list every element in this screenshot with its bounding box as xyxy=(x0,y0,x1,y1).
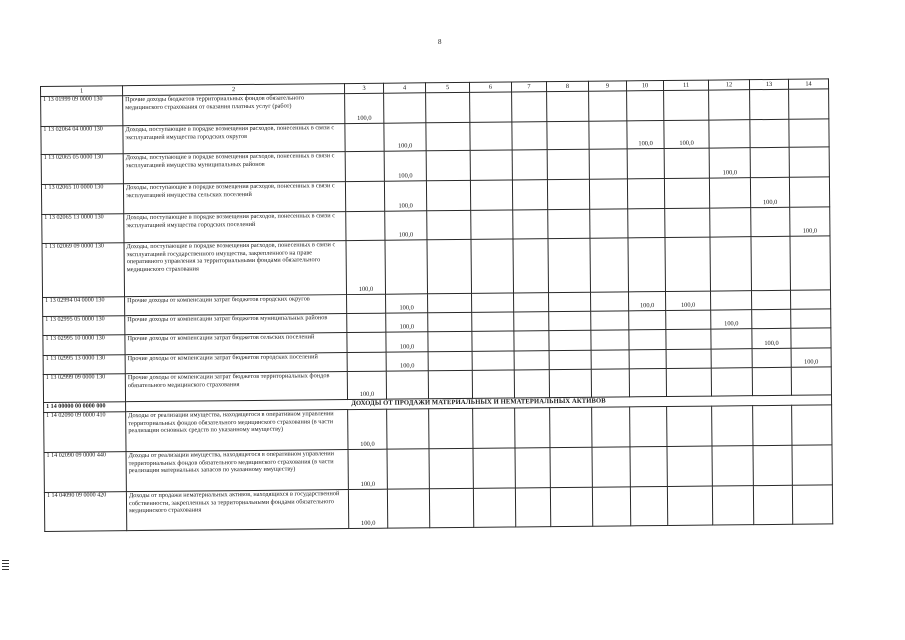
value-cell-col-5 xyxy=(427,210,471,239)
value-cell-col-8 xyxy=(548,209,590,238)
value-cell-col-6 xyxy=(472,351,514,370)
value-cell-col-13 xyxy=(753,445,792,485)
value-cell-col-10 xyxy=(627,91,664,121)
value-cell-col-5 xyxy=(426,150,470,180)
value-cell-col-10 xyxy=(630,446,667,486)
income-name: Доходы, поступающие в порядке возмещения расходов, понесенных в связи с эксплуатацией имущества муниципальных районов xyxy=(123,152,345,184)
value-cell-col-11 xyxy=(666,368,711,396)
value-cell-col-6 xyxy=(471,239,514,293)
value-cell-col-4 xyxy=(387,409,429,449)
value-cell-col-5 xyxy=(429,408,473,448)
column-header-2: 2 xyxy=(123,84,345,96)
income-code: 1 13 01999 09 0000 130 xyxy=(41,96,123,127)
value-cell-col-4: 100,0 xyxy=(386,332,428,352)
value-cell-col-3 xyxy=(345,181,384,211)
value-cell-col-7 xyxy=(515,408,550,448)
value-cell-col-12 xyxy=(711,329,752,349)
income-name: Доходы, поступающие в порядке возмещения расходов, понесенных в связи с эксплуатацией имущества сельских поселений xyxy=(123,182,345,214)
value-cell-col-9 xyxy=(591,350,629,369)
value-cell-col-10: 100,0 xyxy=(629,292,666,311)
value-cell-col-10 xyxy=(629,330,666,350)
value-cell-col-4 xyxy=(387,489,429,528)
value-cell-col-5 xyxy=(428,312,472,331)
table-row xyxy=(42,236,830,298)
column-header-8: 8 xyxy=(546,81,588,91)
value-cell-col-14 xyxy=(792,485,832,524)
value-cell-col-3 xyxy=(347,294,386,313)
value-cell-col-12 xyxy=(712,486,753,525)
value-cell-col-14 xyxy=(789,177,829,207)
value-cell-col-4 xyxy=(387,449,429,489)
value-cell-col-5 xyxy=(426,92,470,122)
income-name: Прочие доходы от компенсации затрат бюджетов городских округов xyxy=(125,295,347,316)
value-cell-col-3 xyxy=(347,332,386,352)
value-cell-col-7 xyxy=(512,180,547,210)
income-code: 1 13 02995 13 0000 130 xyxy=(43,355,125,375)
column-header-3: 3 xyxy=(344,83,383,93)
value-cell-col-9 xyxy=(592,407,630,447)
value-cell-col-12 xyxy=(709,178,750,208)
value-cell-col-11 xyxy=(666,329,711,349)
value-cell-col-11 xyxy=(666,349,711,368)
value-cell-col-10 xyxy=(629,350,666,369)
value-cell-col-4: 100,0 xyxy=(386,352,428,371)
value-cell-col-6 xyxy=(470,180,512,210)
value-cell-col-14 xyxy=(792,445,832,485)
value-cell-col-6 xyxy=(470,92,512,122)
value-cell-col-3: 100,0 xyxy=(348,409,387,449)
income-code: 1 13 02994 04 0000 130 xyxy=(43,297,125,317)
column-header-14: 14 xyxy=(788,79,828,89)
column-header-1: 1 xyxy=(41,86,123,97)
value-cell-col-9 xyxy=(591,369,629,397)
value-cell-col-9 xyxy=(589,149,627,179)
value-cell-col-4: 100,0 xyxy=(384,123,426,151)
income-name: Доходы от реализации имущества, находящегося в оперативном управлении территориальных фондов обязательного медицинского страхования (в части реализации материальных запасов по указанному имуществу) xyxy=(126,450,348,492)
value-cell-col-3 xyxy=(345,123,384,151)
value-cell-col-12 xyxy=(709,90,750,120)
income-code: 1 13 02069 09 0000 130 xyxy=(42,243,125,298)
value-cell-col-3: 100,0 xyxy=(348,449,387,489)
column-header-13: 13 xyxy=(749,79,788,89)
value-cell-col-12 xyxy=(709,120,750,148)
value-cell-col-14: 100,0 xyxy=(791,348,831,367)
value-cell-col-9 xyxy=(592,487,630,526)
value-cell-col-8 xyxy=(549,311,591,330)
income-name: Прочие доходы бюджетов территориальных фондов обязательного медицинского страхования от оказания платных услуг (работ) xyxy=(123,94,345,126)
income-table-sheet xyxy=(40,78,833,532)
value-cell-col-14: 100,0 xyxy=(790,207,830,236)
value-cell-col-5 xyxy=(426,180,470,210)
value-cell-col-13 xyxy=(752,367,791,395)
value-cell-col-7 xyxy=(514,312,549,331)
value-cell-col-8 xyxy=(548,238,591,292)
value-cell-col-5 xyxy=(428,351,472,370)
value-cell-col-13 xyxy=(751,236,791,290)
value-cell-col-14 xyxy=(791,328,831,348)
value-cell-col-3: 100,0 xyxy=(346,240,386,294)
value-cell-col-4: 100,0 xyxy=(386,313,428,332)
value-cell-col-12 xyxy=(712,406,753,446)
value-cell-col-7 xyxy=(515,488,550,527)
value-cell-col-14 xyxy=(792,405,832,445)
income-name: Прочие доходы от компенсации затрат бюджетов городских поселений xyxy=(125,353,347,374)
value-cell-col-8 xyxy=(549,350,591,369)
value-cell-col-7 xyxy=(514,293,549,312)
value-cell-col-8 xyxy=(549,369,591,397)
value-cell-col-7 xyxy=(512,122,547,150)
value-cell-col-9 xyxy=(589,91,627,121)
value-cell-col-7 xyxy=(512,92,547,122)
value-cell-col-10 xyxy=(629,369,666,397)
value-cell-col-10 xyxy=(629,311,666,330)
value-cell-col-4 xyxy=(386,371,428,399)
value-cell-col-11 xyxy=(665,237,711,291)
income-code: 1 13 02999 09 0000 130 xyxy=(43,374,125,403)
value-cell-col-13 xyxy=(752,309,791,328)
income-code: 1 13 02065 13 0000 130 xyxy=(42,214,124,244)
value-cell-col-6 xyxy=(470,122,512,150)
value-cell-col-10 xyxy=(627,179,664,209)
value-cell-col-14 xyxy=(790,290,830,309)
value-cell-col-13 xyxy=(753,485,792,524)
value-cell-col-5 xyxy=(429,488,473,527)
value-cell-col-13 xyxy=(750,147,789,177)
value-cell-col-11 xyxy=(665,208,710,237)
value-cell-col-3: 100,0 xyxy=(345,93,384,123)
income-code: 1 14 04090 09 0000 420 xyxy=(44,492,126,532)
value-cell-col-12 xyxy=(710,237,752,291)
value-cell-col-11 xyxy=(667,406,712,446)
value-cell-col-10 xyxy=(630,406,667,446)
value-cell-col-5 xyxy=(426,122,470,150)
page-number: 8 xyxy=(438,38,442,46)
value-cell-col-6 xyxy=(471,210,513,239)
value-cell-col-4 xyxy=(385,240,428,294)
value-cell-col-11 xyxy=(666,310,711,329)
value-cell-col-7 xyxy=(514,370,549,398)
value-cell-col-10 xyxy=(630,486,667,525)
column-header-11: 11 xyxy=(663,80,708,90)
value-cell-col-14 xyxy=(789,147,829,177)
column-header-4: 4 xyxy=(383,83,425,93)
value-cell-col-8 xyxy=(549,330,591,350)
value-cell-col-9 xyxy=(589,179,627,209)
column-header-10: 10 xyxy=(626,81,663,91)
value-cell-col-9 xyxy=(591,330,629,350)
value-cell-col-3: 100,0 xyxy=(347,371,386,399)
value-cell-col-6 xyxy=(473,408,515,448)
value-cell-col-6 xyxy=(472,312,514,331)
value-cell-col-8 xyxy=(547,179,589,209)
value-cell-col-13 xyxy=(750,89,789,119)
value-cell-col-9 xyxy=(591,292,629,311)
value-cell-col-4: 100,0 xyxy=(386,294,428,313)
table-row xyxy=(44,485,832,532)
section-title: ДОХОДЫ ОТ ПРОДАЖИ МАТЕРИАЛЬНЫХ И НЕМАТЕРИАЛЬНЫХ АКТИВОВ xyxy=(126,395,832,412)
value-cell-col-13 xyxy=(750,119,789,147)
value-cell-col-3 xyxy=(345,151,384,181)
value-cell-col-3: 100,0 xyxy=(348,489,387,528)
value-cell-col-11 xyxy=(664,178,709,208)
income-classification-table xyxy=(40,78,833,532)
value-cell-col-5 xyxy=(428,370,472,398)
value-cell-col-4: 100,0 xyxy=(385,211,427,240)
value-cell-col-12 xyxy=(712,446,753,486)
income-code: 1 13 02064 04 0000 130 xyxy=(41,126,123,155)
income-name: Прочие доходы от компенсации затрат бюджетов территориальных фондов обязательного медицинского страхования xyxy=(125,372,347,402)
table-body xyxy=(41,89,833,532)
value-cell-col-10 xyxy=(628,238,666,292)
column-header-6: 6 xyxy=(469,82,511,92)
section-code: 1 14 00000 00 0000 000 xyxy=(44,402,126,413)
value-cell-col-14 xyxy=(789,89,829,119)
income-name: Доходы от реализации имущества, находящегося в оперативном управлении территориальных фондов обязательного медицинского страхования (в части реализации основных средств по указанному имуществу) xyxy=(126,410,348,452)
column-header-5: 5 xyxy=(425,82,469,92)
value-cell-col-5 xyxy=(428,293,472,312)
value-cell-col-9 xyxy=(591,311,629,330)
value-cell-col-6 xyxy=(472,331,514,351)
value-cell-col-9 xyxy=(589,121,627,149)
value-cell-col-5 xyxy=(428,331,472,351)
income-name: Доходы от продажи нематериальных активов, находящихся в государственной собственности, закрепленных за территориальными фондами обязательного медицинского страхования xyxy=(126,490,348,531)
value-cell-col-4: 100,0 xyxy=(384,181,426,211)
value-cell-col-6 xyxy=(472,370,514,398)
value-cell-col-13 xyxy=(751,290,790,309)
income-name: Прочие доходы от компенсации затрат бюджетов муниципальных районов xyxy=(125,314,347,335)
value-cell-col-13 xyxy=(751,207,790,236)
income-code: 1 14 02090 09 0000 440 xyxy=(44,452,126,493)
value-cell-col-5 xyxy=(429,448,473,488)
value-cell-col-11 xyxy=(664,148,709,178)
value-cell-col-3 xyxy=(346,211,385,240)
value-cell-col-8 xyxy=(547,121,589,149)
column-header-9: 9 xyxy=(588,81,626,91)
value-cell-col-9 xyxy=(590,209,628,238)
income-code: 1 13 02065 10 0000 130 xyxy=(41,184,123,215)
income-name: Доходы, поступающие в порядке возмещения расходов, понесенных в связи с эксплуатацией имущества городских округов xyxy=(123,124,345,154)
value-cell-col-11 xyxy=(664,90,709,120)
value-cell-col-6 xyxy=(473,488,515,527)
income-code: 1 13 02995 05 0000 130 xyxy=(43,316,125,336)
value-cell-col-4 xyxy=(384,93,426,123)
income-name: Прочие доходы от компенсации затрат бюджетов сельских поселений xyxy=(125,333,347,355)
income-code: 1 13 02995 10 0000 130 xyxy=(43,335,125,356)
value-cell-col-14 xyxy=(789,119,829,147)
value-cell-col-6 xyxy=(472,293,514,312)
value-cell-col-13 xyxy=(752,348,791,367)
value-cell-col-3 xyxy=(347,352,386,371)
value-cell-col-12 xyxy=(710,291,751,310)
value-cell-col-3 xyxy=(347,313,386,332)
value-cell-col-9 xyxy=(590,238,629,292)
value-cell-col-7 xyxy=(515,448,550,488)
income-code: 1 14 02090 09 0000 410 xyxy=(44,412,126,453)
value-cell-col-14 xyxy=(790,236,831,290)
value-cell-col-7 xyxy=(512,150,547,180)
value-cell-col-6 xyxy=(470,150,512,180)
value-cell-col-11: 100,0 xyxy=(666,291,711,310)
value-cell-col-7 xyxy=(513,210,548,239)
value-cell-col-7 xyxy=(514,351,549,370)
income-name: Доходы, поступающие в порядке возмещения расходов, понесенных в связи с эксплуатацией государственного имущества, закрепленного на праве оперативного управления за территориальными фондами обязательного медицинского страхования xyxy=(124,241,347,297)
column-header-12: 12 xyxy=(708,80,749,90)
value-cell-col-6 xyxy=(473,448,515,488)
value-cell-col-10: 100,0 xyxy=(627,121,664,149)
value-cell-col-8 xyxy=(547,91,589,121)
value-cell-col-8 xyxy=(547,149,589,179)
value-cell-col-12: 100,0 xyxy=(711,310,752,329)
value-cell-col-8 xyxy=(550,447,592,487)
value-cell-col-14 xyxy=(791,367,831,395)
value-cell-col-11 xyxy=(667,446,712,486)
value-cell-col-8 xyxy=(549,292,591,311)
value-cell-col-14 xyxy=(791,309,831,328)
value-cell-col-10 xyxy=(628,209,665,238)
value-cell-col-13: 100,0 xyxy=(750,177,789,207)
value-cell-col-13 xyxy=(753,405,792,445)
value-cell-col-13: 100,0 xyxy=(752,328,791,348)
value-cell-col-4: 100,0 xyxy=(384,151,426,181)
value-cell-col-11: 100,0 xyxy=(664,120,709,148)
value-cell-col-8 xyxy=(550,487,592,526)
value-cell-col-12 xyxy=(711,349,752,368)
value-cell-col-12 xyxy=(711,368,752,396)
value-cell-col-7 xyxy=(513,239,549,293)
value-cell-col-11 xyxy=(667,486,712,525)
value-cell-col-10 xyxy=(627,149,664,179)
value-cell-col-7 xyxy=(514,331,549,351)
income-code: 1 13 02065 05 0000 130 xyxy=(41,154,123,185)
value-cell-col-8 xyxy=(550,407,592,447)
margin-marks xyxy=(2,560,9,572)
value-cell-col-12 xyxy=(710,208,751,237)
value-cell-col-9 xyxy=(592,447,630,487)
value-cell-col-5 xyxy=(427,239,472,293)
income-name: Доходы, поступающие в порядке возмещения расходов, понесенных в связи с эксплуатацией имущества городских поселений xyxy=(124,212,346,243)
column-header-7: 7 xyxy=(511,82,546,92)
value-cell-col-12: 100,0 xyxy=(709,148,750,178)
